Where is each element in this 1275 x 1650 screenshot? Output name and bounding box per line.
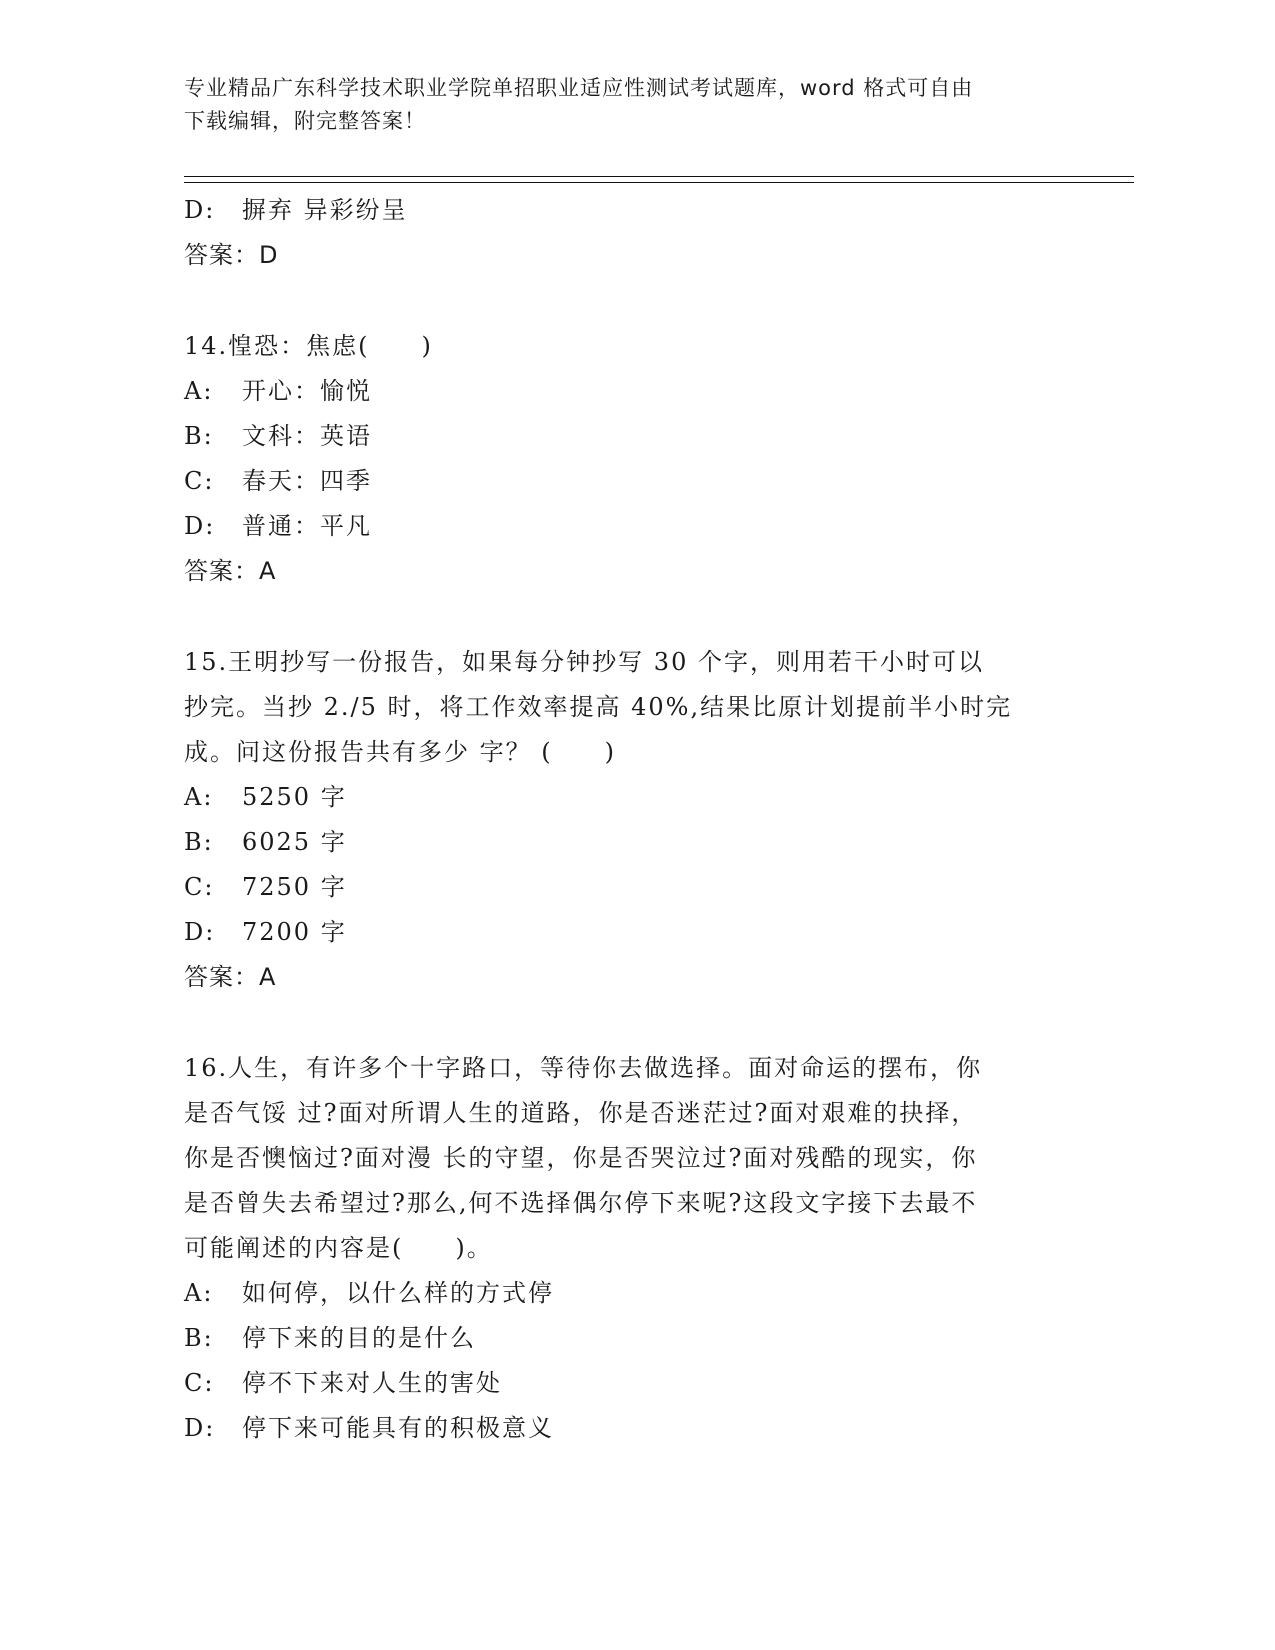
q16-option-a xyxy=(184,1271,1084,1316)
q15-option-a xyxy=(184,775,1084,820)
spacer xyxy=(184,278,1084,324)
q15-option-d xyxy=(184,910,1084,955)
q16-option-d xyxy=(184,1406,1084,1451)
q14-option-d xyxy=(184,504,1084,549)
option-letter: A: xyxy=(184,783,214,811)
q16-stem-line-4: 是否曾失去希望过?那么,何不选择偶尔停下来呢?这段文字接下去最不 xyxy=(184,1189,978,1217)
option-letter: A: xyxy=(184,377,214,405)
option-text: 7250 字 xyxy=(242,873,347,901)
option-letter: B: xyxy=(184,828,214,856)
q15-stem-line-2: 抄完。当抄 2./5 时，将工作效率提高 40%,结果比原计划提前半小时完 xyxy=(184,693,1013,721)
option-text: 摒弃 异彩纷呈 xyxy=(242,196,408,224)
option-letter: D: xyxy=(184,918,216,946)
option-letter: D: xyxy=(184,196,216,224)
q15-option-b xyxy=(184,820,1084,865)
question-content xyxy=(184,188,1084,1451)
option-text: 6025 字 xyxy=(242,828,347,856)
q14-option-b xyxy=(184,414,1084,459)
q15-stem-line-3: 成。问这份报告共有多少 字？ ( ) xyxy=(184,738,616,766)
option-text: 停下来可能具有的积极意义 xyxy=(242,1414,554,1442)
spacer xyxy=(184,1000,1084,1046)
page-header xyxy=(184,72,1064,138)
option-text: 文科：英语 xyxy=(242,422,372,450)
spacer xyxy=(184,594,1084,640)
q15-stem-line-1: 15.王明抄写一份报告，如果每分钟抄写 30 个字，则用若干小时可以 xyxy=(184,648,984,676)
option-letter: C: xyxy=(184,1369,215,1397)
option-letter: B: xyxy=(184,422,214,450)
q15-option-c xyxy=(184,865,1084,910)
option-text: 7200 字 xyxy=(242,918,347,946)
option-letter: C: xyxy=(184,873,215,901)
option-text: 停下来的目的是什么 xyxy=(242,1324,476,1352)
q16-stem-line-2: 是否气馁 过?面对所谓人生的道路，你是否迷茫过?面对艰难的抉择， xyxy=(184,1099,978,1127)
option-text: 停不下来对人生的害处 xyxy=(242,1369,502,1397)
option-text: 春天：四季 xyxy=(242,467,372,495)
option-text: 开心：愉悦 xyxy=(242,377,372,405)
q13-answer: 答案：D xyxy=(184,241,279,269)
header-divider-top xyxy=(184,176,1134,177)
q15-answer: 答案：A xyxy=(184,963,277,991)
q13-option-d xyxy=(184,188,1084,233)
header-line-2: 下载编辑，附完整答案！ xyxy=(184,109,426,133)
option-letter: C: xyxy=(184,467,215,495)
header-divider-bottom xyxy=(184,182,1134,183)
option-letter: D: xyxy=(184,1414,216,1442)
option-text: 如何停，以什么样的方式停 xyxy=(242,1279,554,1307)
option-text: 普通：平凡 xyxy=(242,512,372,540)
q14-answer: 答案：A xyxy=(184,557,277,585)
header-line-1: 专业精品广东科学技术职业学院单招职业适应性测试考试题库，word 格式可自由 xyxy=(184,76,974,100)
option-letter: A: xyxy=(184,1279,214,1307)
q16-option-b xyxy=(184,1316,1084,1361)
q14-stem: 14.惶恐：焦虑( ) xyxy=(184,332,433,360)
option-text: 5250 字 xyxy=(242,783,347,811)
q16-option-c xyxy=(184,1361,1084,1406)
q16-stem-line-5: 可能阐述的内容是( )。 xyxy=(184,1234,493,1262)
q16-stem-line-3: 你是否懊恼过?面对漫 长的守望，你是否哭泣过?面对残酷的现实，你 xyxy=(184,1144,978,1172)
q16-stem-line-1: 16.人生，有许多个十字路口，等待你去做选择。面对命运的摆布，你 xyxy=(184,1054,983,1082)
q14-option-c xyxy=(184,459,1084,504)
option-letter: B: xyxy=(184,1324,214,1352)
q14-option-a xyxy=(184,369,1084,414)
option-letter: D: xyxy=(184,512,216,540)
